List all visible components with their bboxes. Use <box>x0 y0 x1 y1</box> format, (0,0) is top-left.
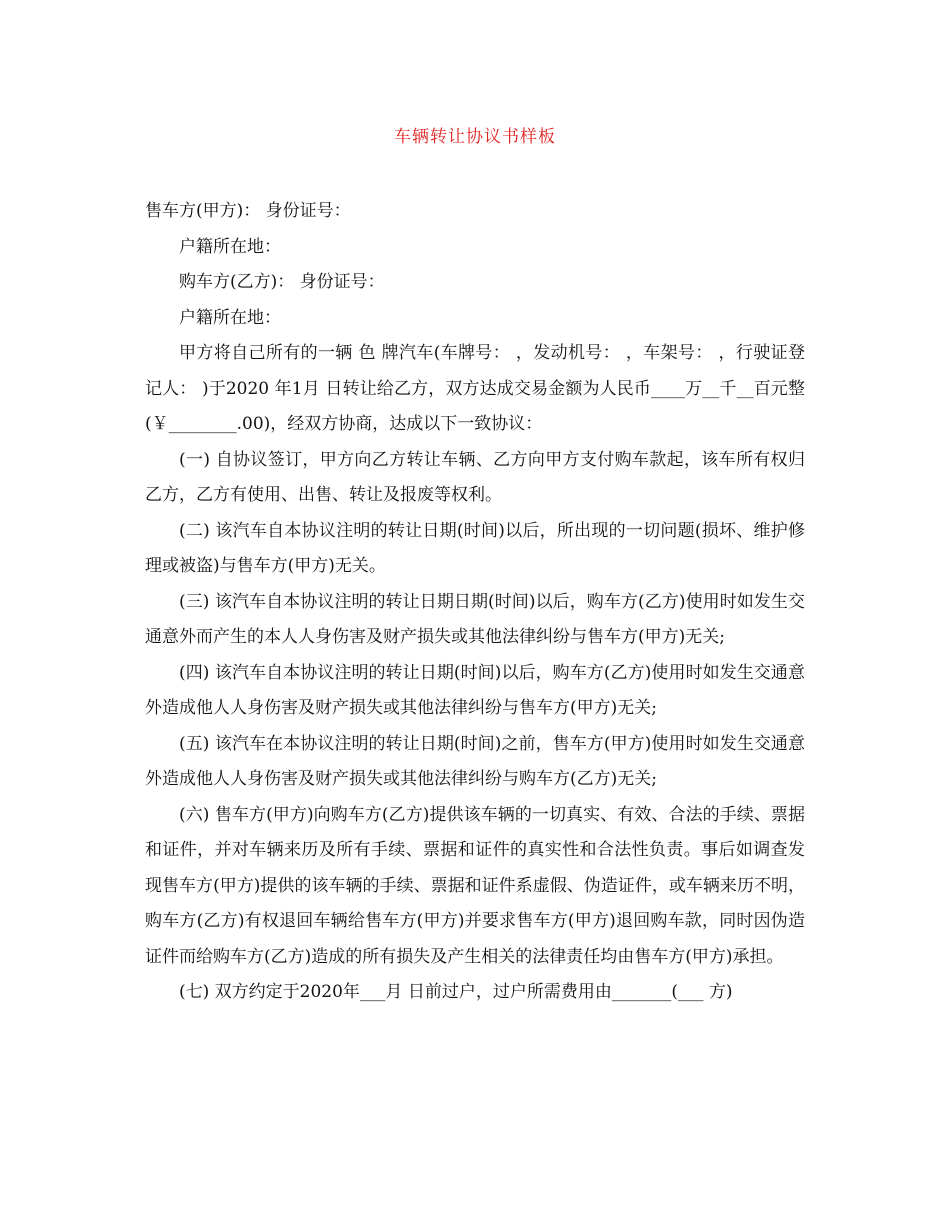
clause-2: (二) 该汽车自本协议注明的转让日期(时间)以后，所出现的一切问题(损坏、维护修理或被盗)与售车方(甲方)无关。 <box>145 520 805 576</box>
clause-5: (五) 该汽车在本协议注明的转让日期(时间)之前，售车方(甲方)使用时如发生交通意外造成他人人身伤害及财产损失或其他法律纠纷与购车方(乙方)无关; <box>145 733 805 789</box>
intro-paragraph: 甲方将自己所有的一辆 色 牌汽车(车牌号： ，发动机号： ，车架号： ，行驶证登记人： )于2020 年1月 日转让给乙方，双方达成交易金额为人民币____万__千__百元整(￥________.00)，经双方协商，达成以下一致协议： <box>145 343 805 434</box>
clause-3: (三) 该汽车自本协议注明的转让日期日期(时间)以后，购车方(乙方)使用时如发生交通意外而产生的本人人身伤害及财产损失或其他法律纠纷与售车方(甲方)无关; <box>145 591 805 647</box>
buyer-id-line: 购车方(乙方)： 身份证号： <box>179 272 385 292</box>
seller-id-line: 售车方(甲方)： 身份证号： <box>145 201 351 221</box>
clause-6: (六) 售车方(甲方)向购车方(乙方)提供该车辆的一切真实、有效、合法的手续、票据和证件，并对车辆来历及所有手续、票据和证件的真实性和合法性负责。事后如调查发现售车方(甲方)提供的该车辆的手续、票据和证件系虚假、伪造证件，或车辆来历不明，购车方(乙方)有权退回车辆给售车方(甲方)并要求售车方(甲方)退回购车款，同时因伪造证件而给购车方(乙方)造成的所有损失及产生相关的法律责任均由售车方(甲方)承担。 <box>145 804 805 967</box>
seller-residence-line: 户籍所在地： <box>179 236 281 257</box>
document-body <box>145 194 805 1011</box>
clause-4: (四) 该汽车自本协议注明的转让日期(时间)以后，购车方(乙方)使用时如发生交通意外造成他人人身伤害及财产损失或其他法律纠纷与售车方(甲方)无关; <box>145 662 805 718</box>
document-title: 车辆转让协议书样板 <box>394 127 556 147</box>
clause-1: (一) 自协议签订，甲方向乙方转让车辆、乙方向甲方支付购车款起，该车所有权归乙方，乙方有使用、出售、转让及报废等权利。 <box>145 449 805 505</box>
buyer-residence-line: 户籍所在地： <box>179 307 281 328</box>
clause-7: (七) 双方约定于2020年___月 日前过户，过户所需费用由_______(___ 方) <box>179 982 733 1002</box>
